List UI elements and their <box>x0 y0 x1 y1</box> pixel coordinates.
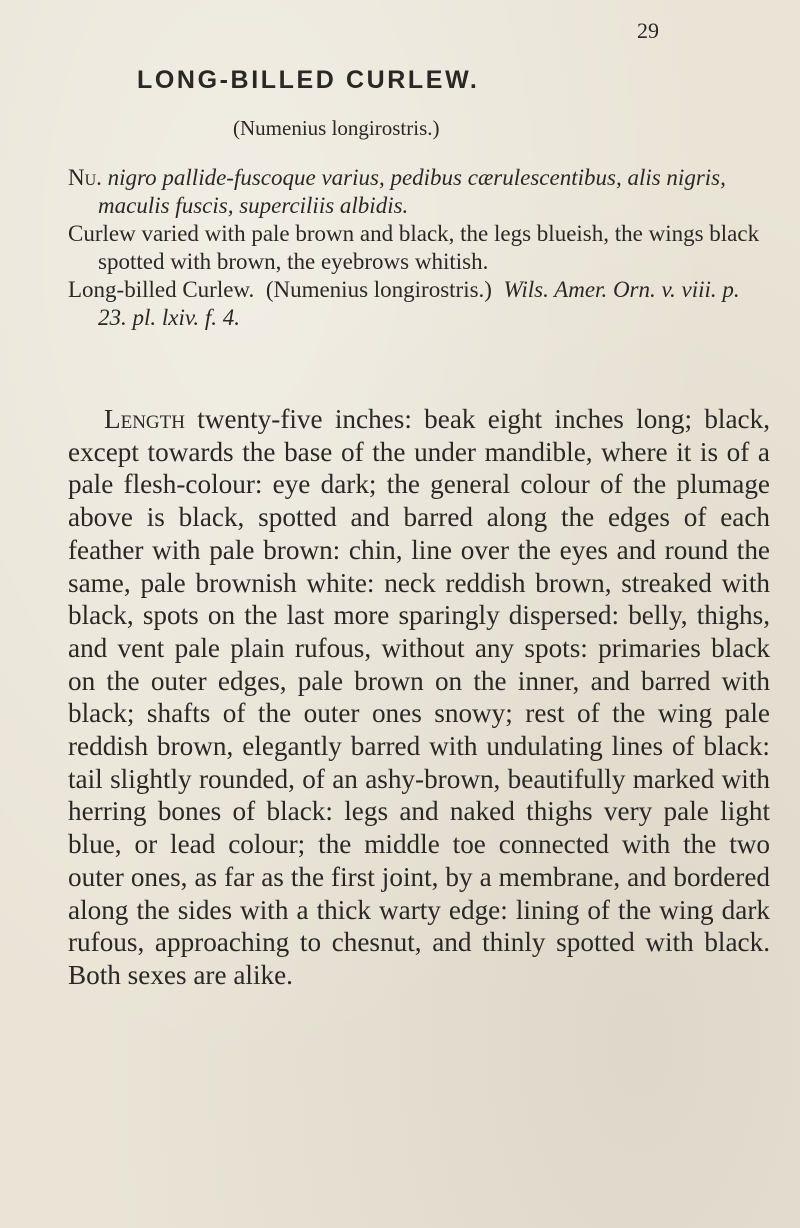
reference-citation: Wils. Amer. Orn. v. viii. p. 23. pl. lxiv. f. 4. <box>98 277 740 330</box>
description-text: twenty-five inches: beak eight inches long; black, except towards the base of the under mandible, where it is of a pale flesh-colour: eye dark; the general colour of the plumage above is black, spotted and barred along the edges of each feather with pale brown: chin, line over the eyes and round the same, pale brownish white: neck reddish brown, streaked with black, spots on the last more sparingly dispersed: belly, thighs, and vent pale plain rufous, without any spots: primaries black on the outer edges, pale brown on the inner, and barred with black; shafts of the outer ones snowy; rest of the wing pale reddish brown, elegantly barred with undulating lines of black: tail slightly rounded, of an ashy-brown, beautifully marked with herring bones of black: legs and naked thighs very pale light blue, or lead colour; the middle toe connected with the two outer ones, as far as the first joint, by a membrane, and bordered along the sides with a thick warty edge: lining of the wing dark rufous, approaching to chesnut, and thinly spotted with black. Both sexes are alike. <box>68 404 770 990</box>
synonymy-block <box>68 164 768 332</box>
description-lead: Length <box>104 404 185 434</box>
page-number: 29 <box>637 18 659 43</box>
reference-latin: (Numenius longirostris.) <box>265 277 492 302</box>
reference-name: Long-billed Curlew. <box>68 277 255 302</box>
reference-entry <box>68 276 768 332</box>
latin-lead: Nu. <box>68 165 102 190</box>
page-heading: LONG-BILLED CURLEW. <box>137 66 480 94</box>
latin-diagnosis <box>68 164 768 220</box>
description-paragraph <box>68 403 770 992</box>
latin-text: nigro pallide-fuscoque varius, pedibus cærulescentibus, alis nigris, maculis fuscis, superciliis albidis. <box>98 165 726 218</box>
scientific-name: (Numenius longirostris.) <box>233 116 440 140</box>
english-diagnosis: Curlew varied with pale brown and black, the legs blueish, the wings black spotted with brown, the eyebrows whitish. <box>68 221 760 274</box>
